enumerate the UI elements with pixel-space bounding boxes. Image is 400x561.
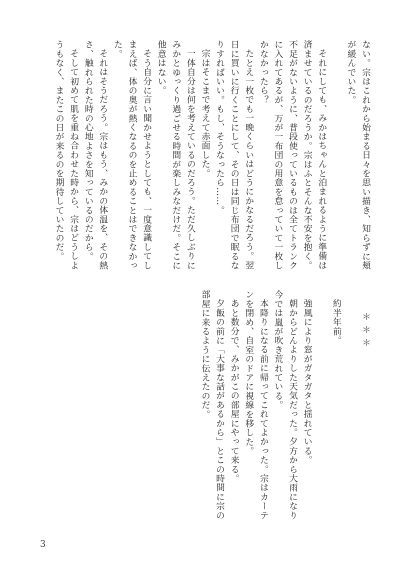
- paragraph-7: それはそうだろう。宗はもう、みかの体温を、その熱さ、触れられた時の心地よさを知っているのだから。: [82, 40, 108, 270]
- vertical-body-text: [24, 40, 372, 520]
- scene-break-asterisks: ＊＊＊: [360, 312, 370, 351]
- page-number: 3: [40, 540, 46, 550]
- paragraph-3: たとえ一枚でも一晩くらいはどうにかなるだろう。翌日に買いに行くことにして、その日は同じ布団で眠るなりすればいい。もし、そうなったら……。: [214, 40, 254, 270]
- paragraph-4: 宗はそこまで考えて赤面した。: [199, 48, 210, 178]
- paragraph-12: 本降りになる前に帰ってこれてよかった。宗はカーテンを閉め、自室のドアに視線を移した。: [243, 290, 268, 520]
- paragraph-1: ない。宗はこれから始まる日々を思い描き、知らずに頬が緩んでいた。: [345, 40, 370, 270]
- blank-line: [36, 40, 51, 270]
- paragraph-13: あと数分で、みかがこの部屋にやって来る。: [228, 298, 239, 483]
- paragraph-2: それにしても、みかはちゃんと泊まれるように準備は済ませているのだろうか。宗はふとそんな不安を抱く。不足がないように、普段使っているものは全てトランクに入れてあるが、万が一布団の用意を怠っていて一枚しかなかったら？: [257, 40, 327, 270]
- blank-line: [328, 40, 343, 270]
- blank-line: [314, 290, 329, 520]
- paragraph-10: 強風により窓がガタガタと揺れている。: [301, 298, 312, 465]
- paragraph-6: そう自分に言い聞かせようとしても、一度意識してしまえば、体の奥が熱くなるのを止めることはできなかった。: [111, 40, 152, 270]
- paragraph-11: 朝からどんよりした天気だった。夕方から大雨になり今では嵐が吹き荒れている。: [272, 290, 298, 520]
- paragraph-8: そして初めて肌を重ね合わせた時から、宗はどうしようもなく、またこの日が来るのを期待していたのだ。: [53, 40, 79, 270]
- paragraph-9: 約半年前。: [330, 298, 341, 345]
- paragraph-14: 夕飯の前に「大事な話があるから」とこの時間に宗の部屋に来るように伝えたのだ。: [199, 290, 225, 520]
- paragraph-5: 一体自分は何を考えているのだろう。ただ久しぶりにみかとゆっくり過ごせる時間が楽しみなだけだ。そこに他意はない。: [155, 40, 195, 270]
- blank-line: [343, 290, 358, 520]
